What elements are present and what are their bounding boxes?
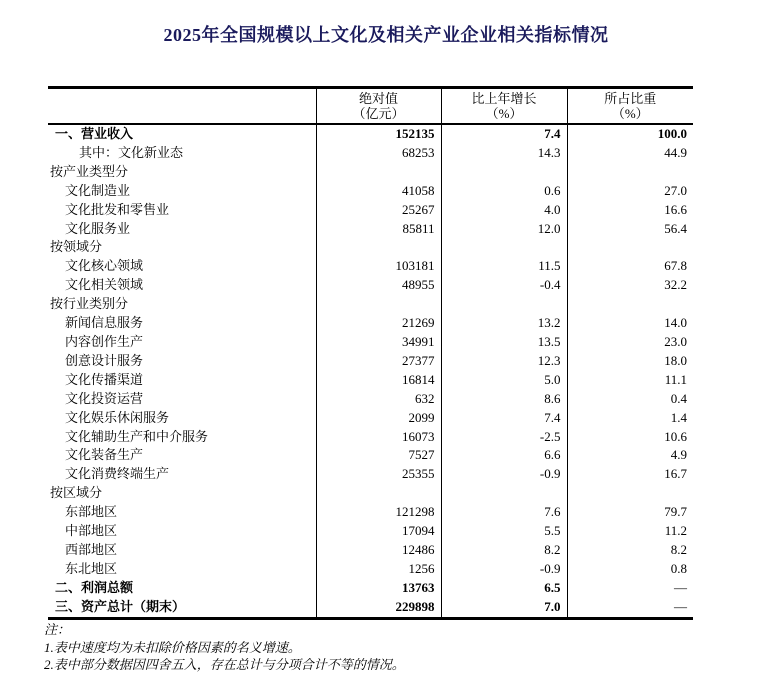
table-row — [48, 352, 693, 371]
cell-value: 100.0 — [567, 124, 693, 144]
row-label: 其中：文化新业态 — [79, 144, 184, 160]
table-row — [48, 238, 693, 257]
cell-value: 67.8 — [567, 257, 693, 276]
cell-value: 0.6 — [441, 182, 567, 201]
cell-value — [441, 163, 567, 182]
note-line-1: 1.表中速度均为未扣除价格因素的名义增速。 — [44, 639, 301, 655]
cell-value: 27.0 — [567, 182, 693, 201]
cell-value: -0.9 — [441, 560, 567, 579]
cell-value: 229898 — [316, 598, 441, 618]
cell-value: 16073 — [316, 428, 441, 447]
row-label: 三、资产总计（期末） — [55, 598, 186, 614]
header-line: 比上年增长 — [471, 91, 537, 106]
cell-value: — — [567, 598, 693, 618]
row-label: 二、利润总额 — [55, 579, 134, 595]
table-row — [48, 220, 693, 239]
cell-value: 23.0 — [567, 333, 693, 352]
cell-value — [441, 484, 567, 503]
table-body — [48, 124, 693, 618]
row-label: 创意设计服务 — [65, 352, 144, 368]
cell-value — [316, 295, 441, 314]
table-row — [48, 182, 693, 201]
cell-value: 21269 — [316, 314, 441, 333]
cell-value: 8.2 — [567, 541, 693, 560]
cell-value: 8.6 — [441, 390, 567, 409]
cell-value: 121298 — [316, 503, 441, 522]
table-row — [48, 579, 693, 598]
table-row — [48, 503, 693, 522]
table-row — [48, 446, 693, 465]
cell-value — [567, 238, 693, 257]
cell-value: 56.4 — [567, 220, 693, 239]
cell-value: -2.5 — [441, 428, 567, 447]
cell-value: -0.4 — [441, 276, 567, 295]
header-line: （%） — [485, 106, 523, 121]
cell-value: 1.4 — [567, 409, 693, 428]
cell-value: 103181 — [316, 257, 441, 276]
cell-value: 2099 — [316, 409, 441, 428]
table-row — [48, 257, 693, 276]
table-row — [48, 163, 693, 182]
cell-value: 8.2 — [441, 541, 567, 560]
row-label: 文化装备生产 — [65, 447, 144, 463]
cell-value: 18.0 — [567, 352, 693, 371]
header-yoy-growth — [441, 88, 567, 125]
row-label: 文化娱乐休闲服务 — [65, 409, 170, 425]
cell-value: 7.4 — [441, 124, 567, 144]
cell-value: 11.2 — [567, 522, 693, 541]
table-row — [48, 409, 693, 428]
cell-value — [441, 238, 567, 257]
row-label: 东部地区 — [65, 504, 118, 520]
row-label: 文化传播渠道 — [65, 371, 144, 387]
row-label: 东北地区 — [65, 560, 118, 576]
header-absolute-value — [316, 88, 441, 125]
header-line: 所占比重 — [604, 91, 657, 106]
cell-value: 11.1 — [567, 371, 693, 390]
row-label: 文化核心领域 — [65, 258, 144, 274]
cell-value: 5.5 — [441, 522, 567, 541]
row-label: 文化辅助生产和中介服务 — [65, 428, 209, 444]
table-row — [48, 390, 693, 409]
cell-value — [567, 295, 693, 314]
cell-value — [316, 484, 441, 503]
table-notes — [44, 621, 405, 674]
row-label: 按行业类别分 — [50, 296, 129, 312]
table-row — [48, 541, 693, 560]
row-label: 按产业类型分 — [50, 163, 129, 179]
cell-value: -0.9 — [441, 465, 567, 484]
cell-value: 632 — [316, 390, 441, 409]
table-row — [48, 484, 693, 503]
header-line: （%） — [611, 106, 649, 121]
header-share — [567, 88, 693, 125]
table-row — [48, 124, 693, 144]
header-row — [48, 88, 693, 125]
cell-value: 7.6 — [441, 503, 567, 522]
cell-value: 10.6 — [567, 428, 693, 447]
row-label: 文化相关领域 — [65, 277, 144, 293]
cell-value — [316, 238, 441, 257]
cell-value: 4.0 — [441, 201, 567, 220]
row-label: 文化投资运营 — [65, 390, 144, 406]
cell-value: 12.0 — [441, 220, 567, 239]
cell-value: 16.7 — [567, 465, 693, 484]
row-label: 西部地区 — [65, 541, 118, 557]
cell-value: 0.8 — [567, 560, 693, 579]
table-row — [48, 522, 693, 541]
cell-value: 34991 — [316, 333, 441, 352]
note-line-2: 2.表中部分数据因四舍五入，存在总计与分项合计不等的情况。 — [44, 657, 405, 672]
cell-value: — — [567, 579, 693, 598]
row-label: 按领域分 — [50, 239, 103, 255]
table-row — [48, 201, 693, 220]
cell-value — [567, 163, 693, 182]
cell-value: 7527 — [316, 446, 441, 465]
cell-value — [441, 295, 567, 314]
table-row — [48, 314, 693, 333]
cell-value: 27377 — [316, 352, 441, 371]
cell-value: 85811 — [316, 220, 441, 239]
cell-value: 44.9 — [567, 144, 693, 163]
cell-value: 12486 — [316, 541, 441, 560]
table-row — [48, 598, 693, 618]
row-label: 文化服务业 — [65, 220, 131, 236]
cell-value: 152135 — [316, 124, 441, 144]
indicators-table — [48, 86, 693, 620]
row-label: 文化制造业 — [65, 182, 131, 198]
row-label: 按区域分 — [50, 485, 103, 501]
header-line: 绝对值 — [358, 91, 398, 106]
cell-value: 12.3 — [441, 352, 567, 371]
cell-value: 0.4 — [567, 390, 693, 409]
table-row — [48, 333, 693, 352]
row-label: 中部地区 — [65, 523, 118, 539]
cell-value: 5.0 — [441, 371, 567, 390]
cell-value: 16814 — [316, 371, 441, 390]
row-label: 文化消费终端生产 — [65, 466, 170, 482]
header-label-column — [48, 88, 316, 125]
cell-value: 79.7 — [567, 503, 693, 522]
cell-value: 1256 — [316, 560, 441, 579]
cell-value: 25355 — [316, 465, 441, 484]
cell-value: 13763 — [316, 579, 441, 598]
cell-value: 13.2 — [441, 314, 567, 333]
table-row — [48, 276, 693, 295]
row-label: 文化批发和零售业 — [65, 201, 170, 217]
cell-value: 6.6 — [441, 446, 567, 465]
cell-value: 16.6 — [567, 201, 693, 220]
cell-value: 14.0 — [567, 314, 693, 333]
cell-value: 11.5 — [441, 257, 567, 276]
cell-value — [316, 163, 441, 182]
row-label: 一、营业收入 — [55, 126, 134, 141]
cell-value: 13.5 — [441, 333, 567, 352]
table-row — [48, 560, 693, 579]
cell-value: 4.9 — [567, 446, 693, 465]
row-label: 新闻信息服务 — [65, 315, 144, 331]
cell-value: 6.5 — [441, 579, 567, 598]
table-header — [48, 88, 693, 125]
cell-value: 17094 — [316, 522, 441, 541]
page-title: 2025年全国规模以上文化及相关产业企业相关指标情况 — [163, 25, 609, 45]
table-row — [48, 465, 693, 484]
table-row — [48, 371, 693, 390]
cell-value: 48955 — [316, 276, 441, 295]
cell-value: 7.0 — [441, 598, 567, 618]
cell-value: 7.4 — [441, 409, 567, 428]
table-row — [48, 144, 693, 163]
cell-value: 41058 — [316, 182, 441, 201]
cell-value: 68253 — [316, 144, 441, 163]
table-row — [48, 295, 693, 314]
cell-value: 32.2 — [567, 276, 693, 295]
row-label: 内容创作生产 — [65, 333, 144, 349]
cell-value — [567, 484, 693, 503]
note-heading: 注： — [44, 622, 71, 637]
header-line: （亿元） — [352, 106, 405, 121]
cell-value: 14.3 — [441, 144, 567, 163]
cell-value: 25267 — [316, 201, 441, 220]
table-row — [48, 428, 693, 447]
